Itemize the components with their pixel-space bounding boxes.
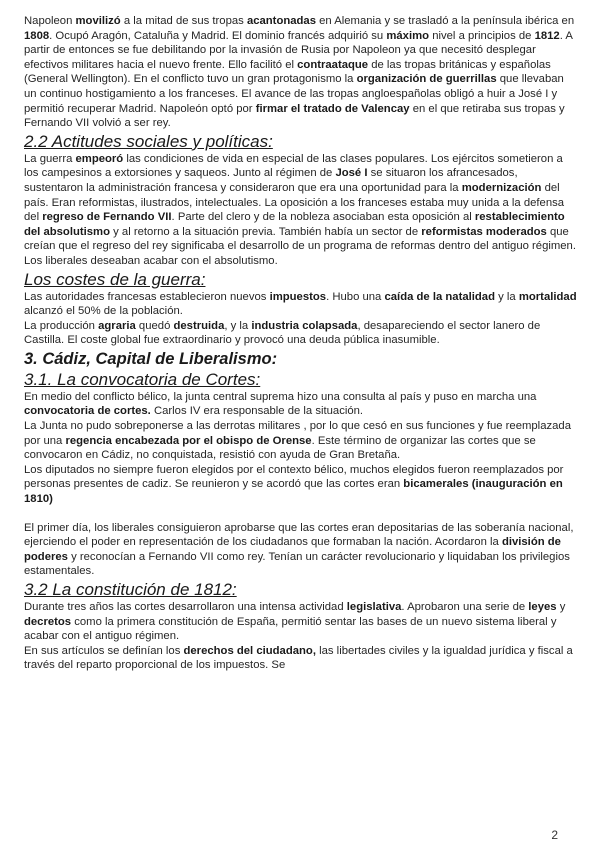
paragraph-convocatoria: En medio del conflicto bélico, la junta central suprema hizo una consulta al país y puso en marcha una convocatoria de cortes. Carlos IV era responsable de la situación.	[24, 390, 537, 418]
paragraph-costes-produccion: La producción agraria quedó destruida, y la industria colapsada, desapareciendo el sector lanero de Castilla. El coste global fue extraordinario y provocó una deuda pública inasumible.	[24, 319, 541, 347]
heading-convocatoria-cortes: 3.1. La convocatoria de Cortes:	[24, 369, 261, 389]
paragraph-actitudes: La guerra empeoró las condiciones de vida en especial de las clases populares. Los ejércitos sometieron a los campesinos a extorsiones y saqueos. Junto al régimen de José I se situaron los afrancesados, sustentaron la administración francesa y consideraron que era una oportunidad para la modernización del país. Eran reformistas, ilustrados, intelectuales. La oposición a los franceses estaba muy unida a la defensa del regreso de Fernando VII. Parte del clero y de la nobleza asociaban esta oposición al restablecimiento del absolutismo y al retorno a la situación previa. También había un sector de reformistas moderados que creían que el regreso del rey significaba el desarrollo de un programa de reformas dentro del antiguo régimen. Los liberales deseaban acabar con el absolutismo.	[24, 152, 576, 267]
heading-actitudes-sociales: 2.2 Actitudes sociales y políticas:	[24, 131, 273, 151]
heading-costes-guerra: Los costes de la guerra:	[24, 269, 206, 289]
paragraph-actividad-legislativa: Durante tres años las cortes desarrollaron una intensa actividad legislativa. Aprobaron una serie de leyes y decretos como la primera constitución de España, permitió sentar las bases de un nuevo sistema liberal y acabar con el antiguo régimen.	[24, 601, 566, 643]
paragraph-napoleon-invasion: Napoleon movilizó a la mitad de sus tropas acantonadas en Alemania y se trasladó a la península ibérica en 1808. Ocupó Aragón, Cataluña y Madrid. El dominio francés adquirió su máximo nivel a principios de 1812. A partir de entonces se fue debilitando por la invasión de Rusia por Napoleon ya que necesitó desplegar efectivos militares hacia el nuevo frente. Ello facilitó el contraataque de las tropas británicas y españolas (General Wellington). En el conflicto tuvo un gran protagonismo la organización de guerrillas que llevaban un continuo hostigamiento a los franceses. El avance de las tropas angloespañolas obligó a huir a José I y permitió recuperar Madrid. Napoleón optó por firmar el tratado de Valencay en el que retiraba sus tropas y Fernando VII volvió a ser rey.	[24, 15, 575, 130]
paragraph-primer-dia: El primer día, los liberales consiguieron aprobarse que las cortes eran depositarias de las soberanía nacional, ejerciendo el poder en representación de los ciudadanos que formaban la nación. Acordaron la división de poderes y reconocían a Fernando VII como rey. Tenían un carácter revolucionario y liquidaban los privilegios estamentales.	[24, 521, 574, 578]
paragraph-costes-impuestos: Las autoridades francesas establecieron nuevos impuestos. Hubo una caída de la natalidad y la mortalidad alcanzó el 50% de la población.	[24, 290, 577, 318]
paragraph-diputados: Los diputados no siempre fueron elegidos por el contexto bélico, muchos elegidos fueron reemplazados por personas presentes de cadiz. Se reunieron y se acordó que las cortes eran bicamerales (inauguración en 1810)	[24, 463, 564, 506]
paragraph-regencia: La Junta no pudo sobreponerse a las derrotas militares , por lo que cesó en sus funciones y fue reemplazada por una regencia encabezada por el obispo de Orense. Este término de organizar las cortes que se convocaron en Cádiz, no conquistada, resistió con ayuda de Gran Bretaña.	[24, 420, 571, 462]
heading-constitucion-1812: 3.2 La constitución de 1812:	[24, 580, 237, 599]
page-number: 2	[551, 828, 558, 842]
heading-cadiz-liberalismo: 3. Cádiz, Capital de Liberalismo:	[24, 349, 278, 368]
paragraph-derechos-ciudadano: En sus artículos se definían los derechos del ciudadano, las libertades civiles y la igualdad jurídica y fiscal a través del reparto proporcional de los impuestos. Se	[24, 644, 573, 672]
